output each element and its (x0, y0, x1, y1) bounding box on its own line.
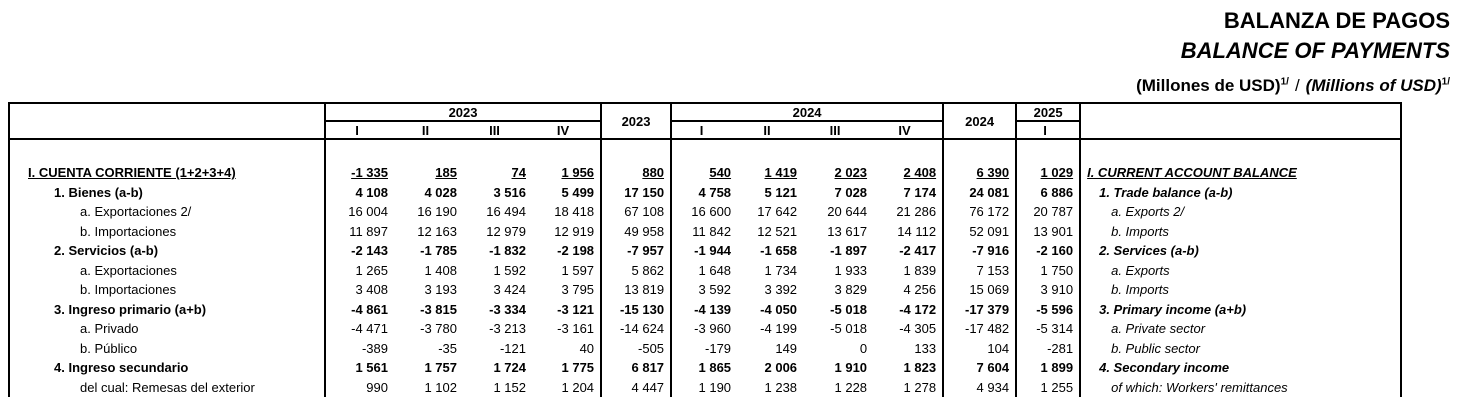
row-value: 4 758 (698, 184, 732, 200)
row-value: 7 153 (943, 261, 1016, 281)
row-label-es: a. Exportaciones (9, 261, 325, 281)
row-value: 1 933 (834, 262, 868, 278)
row-value: -1 897 (830, 243, 868, 259)
row-value: 11 842 (692, 223, 732, 239)
row-value: 1 102 (424, 379, 457, 395)
row-value: 990 (366, 379, 388, 395)
row-value: 5 499 (561, 184, 595, 200)
table-row (9, 261, 1401, 281)
row-value: -4 471 (351, 321, 388, 337)
row-value: 1 865 (698, 360, 732, 376)
header-annual-2024: 2024 (943, 103, 1016, 139)
row-value: 4 108 (355, 184, 388, 200)
row-label-es: del cual: Remesas del exterior (9, 378, 325, 398)
row-value: 74 (511, 165, 526, 181)
row-value: 1 228 (834, 379, 868, 395)
row-value: 4 028 (424, 184, 457, 200)
row-value: -5 314 (1036, 321, 1074, 337)
table-row (9, 163, 1401, 183)
row-value: 11 897 (349, 223, 388, 239)
header-year-2023: 2023 (325, 103, 601, 121)
row-value: 1 592 (493, 262, 526, 278)
row-label-es: b. Importaciones (9, 280, 325, 300)
header-quarter: II (763, 122, 771, 138)
row-label-en: 3. Primary income (a+b) (1080, 300, 1401, 320)
row-value: 149 (775, 340, 798, 356)
row-value: 1 648 (698, 262, 732, 278)
row-value: 1 152 (493, 379, 526, 395)
row-label-es: b. Público (9, 339, 325, 359)
row-value: 104 (943, 339, 1016, 359)
row-value: -17 379 (943, 300, 1016, 320)
row-value: 21 286 (896, 204, 937, 220)
row-value: 1 238 (764, 379, 798, 395)
row-value: 185 (435, 165, 457, 181)
row-value: 13 819 (601, 280, 671, 300)
row-value: 13 617 (827, 223, 868, 239)
row-value: -505 (601, 339, 671, 359)
units-line (1136, 76, 1450, 96)
row-value: 1 757 (424, 360, 457, 376)
table-row (9, 222, 1401, 242)
row-value: -7 957 (601, 241, 671, 261)
row-value: -1 335 (351, 165, 388, 181)
title-spanish: BALANZA DE PAGOS (1223, 8, 1450, 33)
row-label-en: 1. Trade balance (a-b) (1080, 183, 1401, 203)
row-value: 15 069 (943, 280, 1016, 300)
row-value: 1 775 (561, 360, 595, 376)
row-value: 2 408 (903, 165, 937, 181)
row-value: -179 (705, 340, 732, 356)
table-row (9, 183, 1401, 203)
row-label-en: 4. Secondary income (1080, 358, 1401, 378)
row-value: 6 817 (601, 358, 671, 378)
row-value: 3 424 (493, 282, 526, 298)
units-note-es: 1/ (1280, 76, 1289, 88)
row-value: -3 334 (489, 301, 526, 317)
row-value: 12 979 (486, 223, 526, 239)
row-label-en: a. Private sector (1080, 319, 1401, 339)
table-row (9, 378, 1401, 398)
row-value: 20 644 (827, 204, 868, 220)
row-value: -4 199 (760, 321, 798, 337)
row-value: 880 (601, 163, 671, 183)
row-label-es: I. CUENTA CORRIENTE (1+2+3+4) (9, 163, 325, 183)
row-value: -4 050 (760, 301, 798, 317)
row-label-en: a. Exports (1080, 261, 1401, 281)
row-label-es: a. Privado (9, 319, 325, 339)
row-value: 12 163 (417, 223, 457, 239)
row-value: -5 018 (830, 301, 868, 317)
row-label-es: 3. Ingreso primario (a+b) (9, 300, 325, 320)
row-value: 1 029 (1040, 165, 1074, 181)
units-note-en: 1/ (1441, 76, 1450, 88)
header-annual-2023: 2023 (601, 103, 671, 139)
row-value: 1 597 (561, 262, 595, 278)
row-value: 17 150 (601, 183, 671, 203)
header-quarter: I (1043, 122, 1047, 138)
row-value: 13 901 (1033, 223, 1074, 239)
row-value: -121 (499, 340, 526, 356)
row-value: 4 934 (943, 378, 1016, 398)
row-value: 5 121 (764, 184, 798, 200)
header-quarter: III (829, 122, 841, 138)
header-year-2025: 2025 (1016, 103, 1080, 121)
row-value: 1 419 (764, 165, 798, 181)
row-value: 1 408 (424, 262, 457, 278)
row-value: -3 121 (557, 301, 595, 317)
header-quarter: III (489, 122, 500, 138)
row-value: -5 018 (830, 321, 868, 337)
row-value: -4 172 (899, 301, 937, 317)
row-value: 7 028 (834, 184, 868, 200)
balance-table (8, 102, 1402, 397)
row-value: 40 (579, 340, 595, 356)
header-year-2024: 2024 (671, 103, 943, 121)
table-row (9, 300, 1401, 320)
row-value: 0 (859, 340, 868, 356)
row-value: 49 958 (601, 222, 671, 242)
row-value: 3 592 (698, 282, 732, 298)
table-row (9, 358, 1401, 378)
row-value: -1 658 (760, 243, 798, 259)
row-label-en: b. Public sector (1080, 339, 1401, 359)
row-value: 12 919 (554, 223, 595, 239)
row-value: 67 108 (601, 202, 671, 222)
row-value: -3 161 (557, 321, 595, 337)
row-value: 16 494 (486, 204, 526, 220)
row-value: 16 600 (691, 204, 732, 220)
row-label-es: 2. Servicios (a-b) (9, 241, 325, 261)
header-quarter: IV (556, 122, 570, 138)
row-value: -2 417 (899, 243, 937, 259)
row-label-es: b. Importaciones (9, 222, 325, 242)
row-value: 1 204 (561, 379, 595, 395)
row-value: 4 447 (601, 378, 671, 398)
header-quarter: II (421, 122, 430, 138)
row-value: 3 795 (561, 282, 595, 298)
row-value: -17 482 (943, 319, 1016, 339)
row-value: -15 130 (601, 300, 671, 320)
row-label-en: b. Imports (1080, 222, 1401, 242)
row-label-en: b. Imports (1080, 280, 1401, 300)
row-value: -1 785 (420, 243, 457, 259)
row-value: 3 516 (493, 184, 526, 200)
table-row (9, 280, 1401, 300)
header-quarter: IV (898, 122, 911, 138)
row-value: 1 278 (903, 379, 937, 395)
row-value: -2 143 (351, 243, 388, 259)
row-value: -3 780 (420, 321, 457, 337)
row-value: 20 787 (1033, 204, 1074, 220)
table-row (9, 319, 1401, 339)
units-english: (Millions of USD) (1305, 76, 1442, 95)
table-row (9, 241, 1401, 261)
row-value: 3 829 (834, 282, 868, 298)
row-value: 1 839 (903, 262, 937, 278)
row-value: 3 910 (1040, 282, 1074, 298)
row-value: 540 (709, 165, 732, 181)
row-value: -1 944 (694, 243, 732, 259)
row-value: 1 265 (355, 262, 388, 278)
row-value: -1 832 (489, 243, 526, 259)
row-value: 18 418 (554, 204, 595, 220)
row-label-en: I. CURRENT ACCOUNT BALANCE (1080, 163, 1401, 183)
row-value: 1 724 (493, 360, 526, 376)
row-value: -2 160 (1036, 243, 1074, 259)
table-row (9, 202, 1401, 222)
row-value: -3 960 (694, 321, 732, 337)
row-value: 7 174 (903, 184, 937, 200)
row-value: 3 193 (424, 282, 457, 298)
row-value: -281 (1047, 340, 1074, 356)
row-value: 1 190 (698, 379, 732, 395)
row-value: -35 (438, 340, 457, 356)
row-value: 24 081 (943, 183, 1016, 203)
row-value: 1 561 (355, 360, 388, 376)
row-value: 1 899 (1040, 360, 1074, 376)
row-value: 5 862 (601, 261, 671, 281)
row-value: 2 006 (764, 360, 798, 376)
row-value: -389 (361, 340, 388, 356)
title-english: BALANCE OF PAYMENTS (1180, 38, 1450, 63)
row-value: 17 642 (757, 204, 798, 220)
row-value: -2 198 (557, 243, 595, 259)
row-value: 1 823 (903, 360, 937, 376)
row-label-en: of which: Workers' remittances (1080, 378, 1401, 398)
row-value: 4 256 (903, 282, 937, 298)
row-value: 133 (914, 340, 937, 356)
row-value: -3 815 (420, 301, 457, 317)
table-body (9, 163, 1401, 397)
row-value: 6 886 (1040, 184, 1074, 200)
row-label-es: 4. Ingreso secundario (9, 358, 325, 378)
row-value: 1 255 (1040, 379, 1074, 395)
row-value: 76 172 (943, 202, 1016, 222)
row-value: 6 390 (943, 163, 1016, 183)
row-label-es: 1. Bienes (a-b) (9, 183, 325, 203)
row-value: 1 910 (834, 360, 868, 376)
row-value: 52 091 (943, 222, 1016, 242)
row-value: 1 956 (561, 165, 595, 181)
row-value: -4 305 (899, 321, 937, 337)
row-label-en: a. Exports 2/ (1080, 202, 1401, 222)
row-value: 12 521 (757, 223, 798, 239)
row-value: 7 604 (943, 358, 1016, 378)
row-value: -4 139 (694, 301, 732, 317)
row-value: -5 596 (1036, 301, 1074, 317)
units-separator: / (1294, 76, 1300, 95)
row-value: 14 112 (897, 223, 937, 239)
row-value: 2 023 (834, 165, 868, 181)
row-value: 16 190 (417, 204, 457, 220)
row-value: -14 624 (601, 319, 671, 339)
row-value: 1 734 (764, 262, 798, 278)
units-spanish: (Millones de USD) (1136, 76, 1281, 95)
header-quarter: I (699, 122, 704, 138)
row-value: 3 408 (355, 282, 388, 298)
table-row (9, 339, 1401, 359)
row-value: 3 392 (764, 282, 798, 298)
row-value: 16 004 (348, 204, 388, 220)
row-value: -3 213 (489, 321, 526, 337)
row-value: -4 861 (351, 301, 388, 317)
row-label-es: a. Exportaciones 2/ (9, 202, 325, 222)
header-quarter: I (355, 122, 359, 138)
row-value: 1 750 (1040, 262, 1074, 278)
row-value: -7 916 (943, 241, 1016, 261)
row-label-en: 2. Services (a-b) (1080, 241, 1401, 261)
